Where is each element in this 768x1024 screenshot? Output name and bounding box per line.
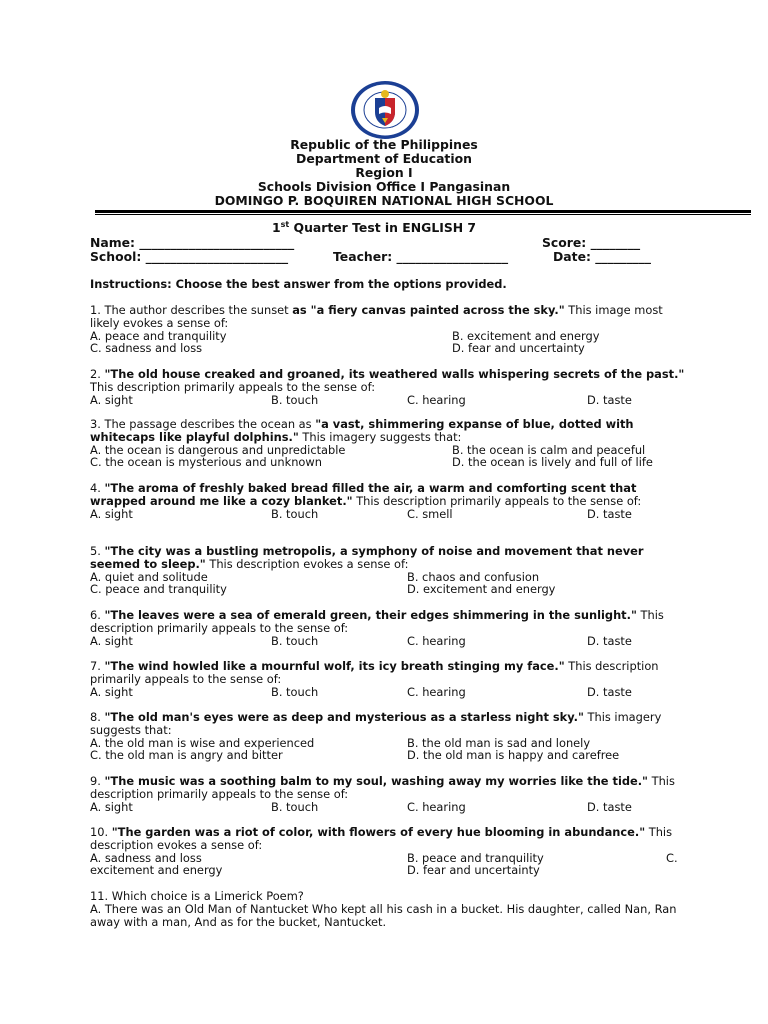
header-school: DOMINGO P. BOQUIREN NATIONAL HIGH SCHOOL <box>214 193 554 208</box>
option-b[interactable]: B. touch <box>271 392 319 407</box>
teacher-field[interactable]: Teacher: __________________ <box>333 249 509 264</box>
question-stem: 6. "The leaves were a sea of emerald green, their edges shimmering in the sunlight." This description primarily appeals to the sense of: <box>90 608 664 635</box>
option-c[interactable]: C. the ocean is mysterious and unknown <box>90 455 322 470</box>
header-department: Department of Education <box>296 151 472 166</box>
option-d[interactable]: D. fear and uncertainty <box>452 341 585 356</box>
question-9 <box>90 775 690 813</box>
question-6 <box>90 609 690 647</box>
question-5 <box>90 545 690 596</box>
question-stem: 4. "The aroma of freshly baked bread filled the air, a warm and comforting scent that wrapped around me like a cozy blanket." This description primarily appeals to the sense of: <box>90 481 642 508</box>
option-b[interactable]: B. peace and tranquility <box>407 850 544 865</box>
question-7 <box>90 660 690 698</box>
option-c[interactable]: C. hearing <box>407 633 466 648</box>
option-c[interactable]: C. smell <box>407 506 453 521</box>
option-b[interactable]: B. touch <box>271 633 319 648</box>
option-c[interactable]: C. hearing <box>407 684 466 699</box>
question-10 <box>90 826 690 877</box>
option-a[interactable]: A. the old man is wise and experienced <box>90 735 315 750</box>
option-c-text[interactable]: excitement and energy <box>90 863 223 878</box>
score-field[interactable]: Score: ________ <box>542 235 641 250</box>
option-d[interactable]: D. taste <box>587 684 632 699</box>
question-stem: 9. "The music was a soothing balm to my soul, washing away my worries like the tide." This description primarily appeals to the sense of: <box>90 774 675 801</box>
option-c[interactable]: C. hearing <box>407 799 466 814</box>
deped-seal-logo <box>349 80 421 140</box>
question-stem: 3. The passage describes the ocean as "a vast, shimmering expanse of blue, dotted with whitecaps like playful dolphins." This imagery suggests that: <box>90 417 634 444</box>
option-d[interactable]: D. taste <box>587 506 632 521</box>
option-b[interactable]: B. touch <box>271 684 319 699</box>
option-a[interactable]: A. sight <box>90 633 133 648</box>
question-stem: 5. "The city was a bustling metropolis, a symphony of noise and movement that never seemed to sleep." This description evokes a sense of: <box>90 544 644 571</box>
option-c[interactable]: C. sadness and loss <box>90 341 203 356</box>
option-a[interactable]: A. the ocean is dangerous and unpredictable <box>90 442 346 457</box>
option-a[interactable]: A. peace and tranquility <box>90 328 227 343</box>
question-8 <box>90 711 690 762</box>
option-a[interactable]: A. There was an Old Man of Nantucket Who kept all his cash in a bucket. His daughter, called Nan, Ran away with a man, And as for the bucket, Nantucket. <box>90 901 677 929</box>
option-b[interactable]: B. touch <box>271 799 319 814</box>
option-b[interactable]: B. the old man is sad and lonely <box>407 735 591 750</box>
header-division: Schools Division Office I Pangasinan <box>257 179 511 194</box>
question-1 <box>90 304 690 355</box>
option-d[interactable]: D. the ocean is lively and full of life <box>452 455 653 470</box>
question-stem: 1. The author describes the sunset as "a fiery canvas painted across the sky." This image most likely evokes a sense of: <box>90 303 663 330</box>
question-stem: 11. Which choice is a Limerick Poem? <box>90 889 304 903</box>
option-d[interactable]: D. taste <box>587 392 632 407</box>
option-a[interactable]: A. sight <box>90 684 133 699</box>
option-d[interactable]: D. the old man is happy and carefree <box>407 748 620 763</box>
school-field[interactable]: School: _______________________ <box>90 249 289 264</box>
letterhead <box>0 138 768 208</box>
question-stem: 8. "The old man's eyes were as deep and mysterious as a starless night sky." This imagery suggests that: <box>90 710 662 737</box>
option-d[interactable]: D. taste <box>587 799 632 814</box>
header-republic: Republic of the Philippines <box>290 137 478 152</box>
option-a[interactable]: A. sight <box>90 506 133 521</box>
option-c[interactable]: C. hearing <box>407 392 466 407</box>
option-c-label[interactable]: C. <box>666 850 678 865</box>
question-stem: 10. "The garden was a riot of color, with flowers of every hue blooming in abundance." This description evokes a sense of: <box>90 825 673 852</box>
instructions: Instructions: Choose the best answer from the options provided. <box>90 277 507 291</box>
header-rule-thick <box>95 210 751 213</box>
option-d[interactable]: D. fear and uncertainty <box>407 863 540 878</box>
question-11 <box>90 890 690 928</box>
option-a[interactable]: A. sight <box>90 392 133 407</box>
question-stem: 2. "The old house creaked and groaned, its weathered walls whispering secrets of the past." This description primarily appeals to the sense of: <box>90 367 685 394</box>
question-3 <box>90 418 690 469</box>
option-b[interactable]: B. chaos and confusion <box>407 569 540 584</box>
option-c[interactable]: C. peace and tranquility <box>90 582 227 597</box>
question-2 <box>90 368 690 406</box>
name-field[interactable]: Name: _________________________ <box>90 235 295 250</box>
option-b[interactable]: B. the ocean is calm and peaceful <box>452 442 646 457</box>
date-field[interactable]: Date: _________ <box>553 249 651 264</box>
header-region: Region I <box>355 165 413 180</box>
option-b[interactable]: B. touch <box>271 506 319 521</box>
option-b[interactable]: B. excitement and energy <box>452 328 600 343</box>
option-d[interactable]: D. taste <box>587 633 632 648</box>
question-4 <box>90 482 690 520</box>
header-rule-thin <box>95 214 751 215</box>
option-c[interactable]: C. the old man is angry and bitter <box>90 748 283 763</box>
option-a[interactable]: A. sadness and loss <box>90 850 202 865</box>
test-title: 1st Quarter Test in ENGLISH 7 <box>272 219 477 235</box>
option-a[interactable]: A. quiet and solitude <box>90 569 208 584</box>
option-a[interactable]: A. sight <box>90 799 133 814</box>
option-d[interactable]: D. excitement and energy <box>407 582 556 597</box>
question-stem: 7. "The wind howled like a mournful wolf, its icy breath stinging my face." This description primarily appeals to the sense of: <box>90 659 659 686</box>
